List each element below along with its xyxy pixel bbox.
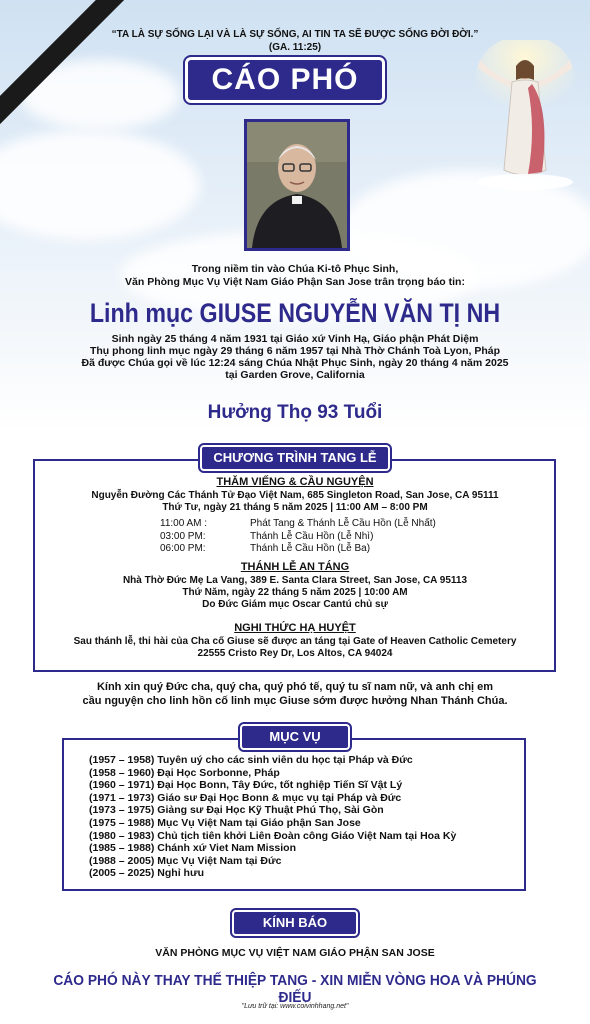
mass-date: Thứ Năm, ngày 22 tháng 5 năm 2025 | 10:00 AM [182,587,408,598]
closing-banner: KÍNH BÁO [232,910,358,936]
bio-line: Sinh ngày 25 tháng 4 năm 1931 tại Giáo xứ Vinh Hạ, Giáo phận Phát Diệm [111,333,479,345]
archive-footer: "Lưu trữ tại: www.coivinhhang.net" [241,1003,349,1010]
schedule-time: 06:00 PM: [160,543,206,554]
intro-line: Văn Phòng Mục Vụ Việt Nam Giáo Phận San Jose trân trọng báo tin: [125,276,465,288]
burial-address: 22555 Cristo Rey Dr, Los Altos, CA 94024 [197,648,393,659]
bio-line: Thụ phong linh mục ngày 29 tháng 6 năm 1957 tại Nhà Thờ Chánh Toà Lyon, Pháp [89,345,500,357]
ministry-banner: MỤC VỤ [240,724,350,750]
ministry-item: (1980 – 1983) Chủ tịch tiên khởi Liên Đoàn công Giáo Việt Nam tại Hoa Kỳ [89,829,457,842]
prayer-line: cầu nguyện cho linh hồn cố linh mục Giuse sớm được hưởng Nhan Thánh Chúa. [82,695,508,707]
ministry-item: (1971 – 1973) Giáo sư Đại Học Bonn & mục vụ tại Pháp và Đức [89,791,402,804]
burial-heading: NGHI THỨC HẠ HUYỆT [234,622,356,634]
office-name: VĂN PHÒNG MỤC VỤ VIỆT NAM GIÁO PHẬN SAN JOSE [155,947,435,959]
closing-notice: CÁO PHÓ NÀY THAY THẾ THIỆP TANG - XIN MIỄN VÒNG HOA VÀ PHÚNG ĐIẾU [53,972,537,1006]
biography [40,333,550,381]
bio-line: Đã được Chúa gọi về lúc 12:24 sáng Chúa Nhật Phục Sinh, ngày 20 tháng 4 năm 2025 [81,357,509,369]
priest-portrait-icon [244,119,350,251]
deceased-name: Linh mục GIUSE NGUYỄN VĂN TỊ NH [89,298,501,328]
intro-line: Trong niềm tin vào Chúa Ki-tô Phục Sinh, [191,263,399,275]
burial-line: Sau thánh lễ, thi hài của Cha cố Giuse sẽ được an táng tại Gate of Heaven Catholic Cemetery [73,636,517,647]
schedule-event: Phát Tang & Thánh Lễ Cầu Hồn (Lễ Nhất) [250,518,436,529]
page-title: CÁO PHÓ [185,57,385,103]
mass-celebrant: Do Đức Giám mục Oscar Cantú chủ sự [202,599,388,610]
risen-christ-icon [470,40,580,190]
ministry-item: (2005 – 2025) Nghỉ hưu [89,867,204,880]
intro-text [40,263,550,289]
prayer-request [40,680,550,708]
ministry-item: (1975 – 1988) Mục Vụ Việt Nam tại Giáo phận San Jose [89,816,361,829]
ministry-item: (1985 – 1988) Chánh xứ Viet Nam Mission [89,842,296,855]
funeral-schedule-banner: CHƯƠNG TRÌNH TANG LỄ [200,445,390,471]
age-text: Hưởng Thọ 93 Tuổi [207,402,383,423]
ministry-item: (1957 – 1958) Tuyên uý cho các sinh viên du học tại Pháp và Đức [89,754,413,766]
cloud-decoration [0,130,200,240]
ministry-item: (1973 – 1975) Giảng sư Đại Học Kỹ Thuật Phú Thọ, Sài Gòn [89,804,384,817]
schedule-time: 03:00 PM: [160,531,206,542]
visitation-date: Thứ Tư, ngày 21 tháng 5 năm 2025 | 11:00 AM – 8:00 PM [162,502,428,513]
ministry-list [89,754,519,880]
ministry-item: (1988 – 2005) Mục Vụ Việt Nam tại Đức [89,854,282,867]
ministry-item: (1958 – 1960) Đại Học Sorbonne, Pháp [89,766,280,779]
mass-place: Nhà Thờ Đức Mẹ La Vang, 389 E. Santa Clara Street, San Jose, CA 95113 [122,575,468,586]
visitation-place: Nguyễn Đường Các Thánh Tử Đạo Việt Nam, 685 Singleton Road, San Jose, CA 95111 [91,490,499,501]
visitation-heading: THĂM VIẾNG & CẦU NGUYỆN [216,476,374,488]
schedule-event: Thánh Lễ Cầu Hồn (Lễ Ba) [250,543,371,554]
schedule-time: 11:00 AM : [160,518,208,529]
prayer-line: Kính xin quý Đức cha, quý cha, quý phó tế, quý tu sĩ nam nữ, và anh chị em [96,681,494,693]
schedule-event: Thánh Lễ Cầu Hồn (Lễ Nhì) [250,531,374,542]
verse-text: “TA LÀ SỰ SỐNG LẠI VÀ LÀ SỰ SỐNG, AI TIN TA SẼ ĐƯỢC SỐNG ĐỜI ĐỜI.” [111,29,479,40]
mass-heading: THÁNH LỄ AN TÁNG [240,561,350,573]
bible-verse [60,28,530,54]
bio-line: tại Garden Grove, California [225,369,365,381]
verse-reference: (GA. 11:25) [268,42,322,53]
ministry-item: (1960 – 1971) Đại Học Bonn, Tây Đức, tốt nghiệp Tiến Sĩ Vật Lý [89,779,403,792]
